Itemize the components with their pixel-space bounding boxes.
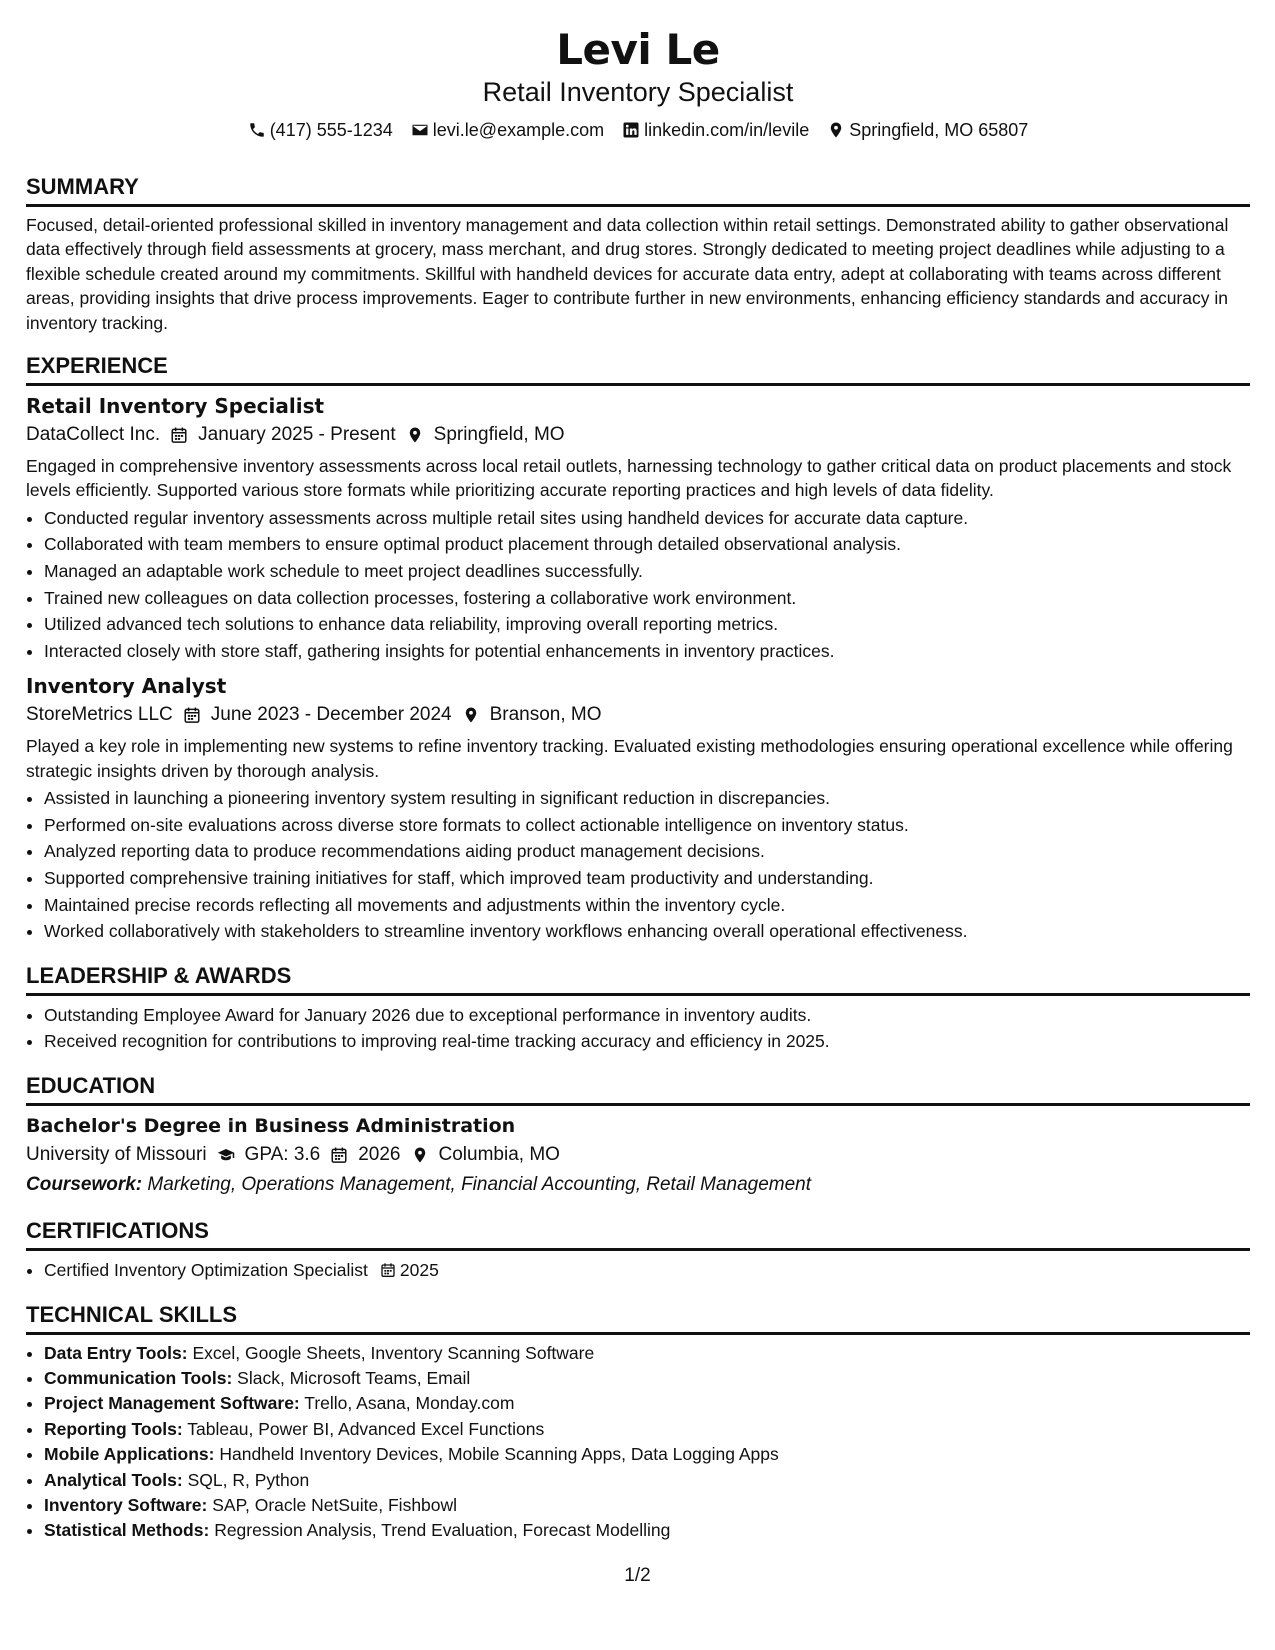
skills-heading: TECHNICAL SKILLS — [26, 1300, 1250, 1335]
cert-year: 2025 — [399, 1259, 439, 1280]
job-description: Played a key role in implementing new systems to refine inventory tracking. Evaluated existing methodologies ensuring operational excellence while offering strategic insights driven by thorough analysis. — [26, 736, 1233, 781]
resume-header — [26, 24, 1250, 142]
list-item — [44, 1391, 1250, 1416]
list-item: • Worked collaboratively with stakeholders to streamline inventory workflows enhancing overall operational effectiveness. — [44, 918, 1250, 945]
phone-text: (417) 555-1234 — [269, 120, 393, 140]
skill-label: Project Management Software: — [44, 1393, 300, 1414]
email-text[interactable]: levi.le@example.com — [432, 120, 605, 140]
job-description: Engaged in comprehensive inventory assessments across local retail outlets, harnessing technology to gather critical data on product placements and stock levels efficiently. Supported various store formats while prioritizing accurate reporting practices and high levels of data fidelity. — [26, 456, 1232, 501]
page-number: 1/2 — [624, 1565, 651, 1586]
linkedin-icon — [622, 121, 640, 139]
job-meta — [26, 420, 1250, 450]
certifications-section — [26, 1216, 1250, 1284]
summary-section — [26, 172, 1250, 335]
cert-name: • Certified Inventory Optimization Specialist — [44, 1259, 368, 1280]
map-pin-icon — [827, 121, 845, 139]
skill-value: Handheld Inventory Devices, Mobile Scanning Apps, Data Logging Apps — [219, 1444, 779, 1465]
skill-label: Analytical Tools: — [44, 1469, 183, 1490]
skill-label: Mobile Applications: — [44, 1444, 215, 1465]
list-item: • Supported comprehensive training initiatives for staff, which improved team productivity and understanding. — [44, 865, 1250, 892]
skill-label: Statistical Methods: — [44, 1520, 210, 1541]
skill-value: Slack, Microsoft Teams, Email — [237, 1367, 471, 1388]
list-item: • Conducted regular inventory assessments across multiple retail sites using handheld devices for accurate data capture. — [44, 505, 1250, 532]
education-heading: EDUCATION — [26, 1071, 1250, 1106]
skill-label: Reporting Tools: — [44, 1418, 183, 1439]
experience-section — [26, 351, 1250, 945]
list-item — [44, 1518, 1250, 1543]
skill-value: Excel, Google Sheets, Inventory Scanning Software — [192, 1342, 595, 1363]
linkedin-text[interactable]: linkedin.com/in/levile — [644, 120, 810, 140]
contact-location — [827, 118, 1028, 142]
awards-heading: LEADERSHIP & AWARDS — [26, 961, 1250, 996]
list-item: • Interacted closely with store staff, gathering insights for potential enhancements in inventory practices. — [44, 638, 1250, 665]
summary-heading: SUMMARY — [26, 172, 1250, 207]
contact-phone — [248, 118, 393, 142]
list-item — [44, 1442, 1250, 1467]
list-item — [44, 1417, 1250, 1442]
skill-label: Inventory Software: — [44, 1495, 208, 1515]
coursework-list: Marketing, Operations Management, Financial Accounting, Retail Management — [147, 1173, 812, 1195]
skill-value: SQL, R, Python — [187, 1469, 310, 1490]
skill-value: SAP, Oracle NetSuite, Fishbowl — [212, 1495, 458, 1515]
skills-list — [26, 1341, 1250, 1544]
calendar-icon — [183, 706, 201, 724]
certifications-list — [26, 1257, 1250, 1284]
calendar-icon — [170, 426, 188, 444]
coursework-label: Coursework: — [26, 1173, 143, 1195]
education-location: Columbia, MO — [411, 1140, 560, 1170]
graduation-cap-icon — [217, 1146, 235, 1164]
job-entry — [26, 672, 1250, 944]
resume-page — [26, 0, 1250, 1544]
list-item: • Utilized advanced tech solutions to enhance data reliability, improving overall reporting metrics. — [44, 611, 1250, 638]
experience-heading: EXPERIENCE — [26, 351, 1250, 386]
list-item — [44, 1493, 1250, 1518]
coursework — [26, 1170, 1250, 1200]
degree-title: Bachelor's Degree in Business Administration — [26, 1114, 516, 1137]
job-company: DataCollect Inc. — [26, 424, 161, 446]
list-item: • Analyzed reporting data to produce recommendations aiding product management decisions. — [44, 838, 1250, 865]
map-pin-icon — [406, 426, 424, 444]
location-text: Springfield, MO 65807 — [849, 120, 1029, 140]
list-item: • Managed an adaptable work schedule to meet project deadlines successfully. — [44, 558, 1250, 585]
education-meta — [26, 1140, 1250, 1170]
list-item: • Assisted in launching a pioneering inventory system resulting in significant reduction in discrepancies. — [44, 785, 1250, 812]
calendar-icon — [380, 1262, 396, 1278]
skill-value: Tableau, Power BI, Advanced Excel Functions — [187, 1418, 545, 1439]
contact-line — [26, 118, 1250, 142]
job-dates: January 2025 - Present — [170, 420, 396, 450]
phone-icon — [248, 121, 266, 139]
list-item: • Received recognition for contributions to improving real-time tracking accuracy and efficiency in 2025. — [44, 1028, 1250, 1055]
list-item — [44, 1366, 1250, 1391]
skill-value: Trello, Asana, Monday.com — [304, 1393, 515, 1414]
envelope-icon — [411, 121, 429, 139]
job-meta — [26, 700, 1250, 730]
candidate-name: Levi Le — [556, 25, 720, 74]
job-company: StoreMetrics LLC — [26, 704, 173, 726]
education-section — [26, 1071, 1250, 1200]
school-name: University of Missouri — [26, 1143, 207, 1165]
list-item: • Performed on-site evaluations across diverse store formats to collect actionable intelligence on inventory status. — [44, 812, 1250, 839]
contact-linkedin[interactable] — [622, 118, 809, 142]
skills-section — [26, 1300, 1250, 1544]
job-location: Branson, MO — [462, 700, 602, 730]
skill-value: Regression Analysis, Trend Evaluation, Forecast Modelling — [214, 1520, 671, 1541]
list-item: • Trained new colleagues on data collection processes, fostering a collaborative work environment. — [44, 585, 1250, 612]
map-pin-icon — [462, 706, 480, 724]
education-year: 2026 — [330, 1140, 400, 1170]
calendar-icon — [330, 1146, 348, 1164]
list-item — [44, 1341, 1250, 1366]
skill-label: Communication Tools: — [44, 1367, 233, 1388]
contact-email[interactable] — [411, 118, 604, 142]
awards-list — [26, 1002, 1250, 1055]
job-title: Inventory Analyst — [26, 674, 227, 699]
summary-text: Focused, detail-oriented professional skilled in inventory management and data collection within retail settings. Demonstrated ability to gather observational data effectively through field assessments at grocery, mass merchant, and drug stores. Strongly dedicated to meeting project deadlines while adjusting to a flexible schedule created around my commitments. Skillful with handheld devices for accurate data entry, adept at collaborating with teams across different areas, providing insights that drive process improvements. Eager to contribute further in new environments, enhancing efficiency standards and accuracy in inventory tracking. — [26, 215, 1229, 333]
list-item — [44, 1468, 1250, 1493]
list-item — [44, 1257, 1250, 1284]
job-bullets — [26, 505, 1250, 665]
job-entry — [26, 392, 1250, 664]
list-item: • Outstanding Employee Award for January 2026 due to exceptional performance in inventory audits. — [44, 1002, 1250, 1029]
map-pin-icon — [411, 1146, 429, 1164]
job-title: Retail Inventory Specialist — [26, 394, 325, 419]
awards-section — [26, 961, 1250, 1055]
list-item: • Maintained precise records reflecting all movements and adjustments within the inventory cycle. — [44, 892, 1250, 919]
certifications-heading: CERTIFICATIONS — [26, 1216, 1250, 1251]
candidate-role: Retail Inventory Specialist — [482, 77, 794, 107]
skill-label: Data Entry Tools: — [44, 1342, 188, 1363]
job-bullets — [26, 785, 1250, 945]
job-location: Springfield, MO — [406, 420, 565, 450]
job-dates: June 2023 - December 2024 — [183, 700, 452, 730]
list-item: • Collaborated with team members to ensure optimal product placement through detailed observational analysis. — [44, 531, 1250, 558]
gpa: GPA: 3.6 — [217, 1140, 321, 1170]
